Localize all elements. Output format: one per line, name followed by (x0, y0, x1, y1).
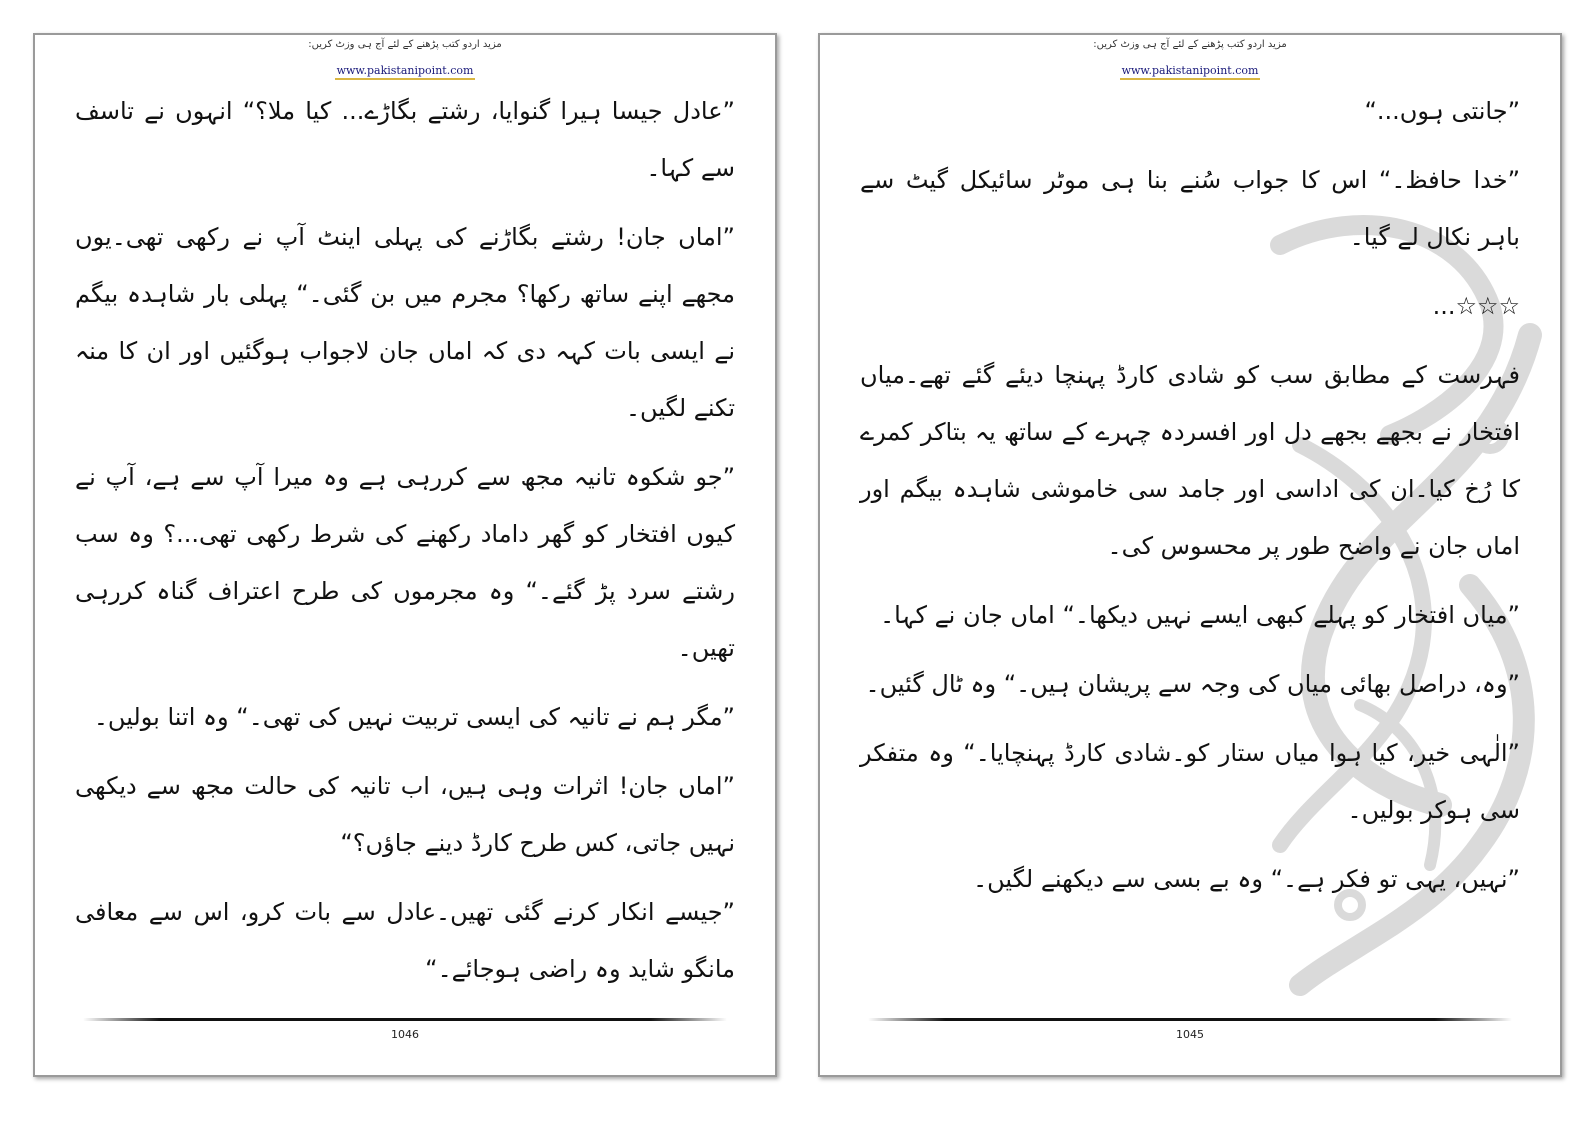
header-url-link[interactable]: www.pakistanipoint.com (335, 64, 476, 80)
footer-rule (868, 1018, 1512, 1021)
paragraph: ”جانتی ہوں...“ (1364, 97, 1520, 125)
page-left (33, 33, 777, 1077)
footer-rule (83, 1018, 727, 1021)
page-number: 1046 (391, 1028, 419, 1041)
paragraph: ”الٰہی خیر، کیا ہوا میاں ستار کو۔شادی کارڈ پہنچایا۔“ وہ متفکر سی ہوکر بولیں۔ (860, 739, 1520, 824)
paragraph: ”میاں افتخار کو پہلے کبھی ایسے نہیں دیکھا۔“ اماں جان نے کہا۔ (880, 601, 1520, 629)
header-url-link[interactable]: www.pakistanipoint.com (1120, 64, 1261, 80)
paragraph: ”وہ، دراصل بھائی میاں کی وجہ سے پریشان ہیں۔“ وہ ٹال گئیں۔ (865, 670, 1520, 698)
paragraph: ”جیسے انکار کرنے گئی تھیں۔عادل سے بات کرو، اس سے معافی مانگو شاید وہ راضی ہوجائے۔“ (75, 898, 735, 983)
page-right (818, 33, 1562, 1077)
section-break: ☆☆☆... (1432, 292, 1520, 320)
header-note: مزید اردو کتب پڑھنے کے لئے آج ہی وزٹ کریں: (1093, 39, 1287, 50)
paragraph: ”خدا حافظ۔“ اس کا جواب سُنے بنا ہی موٹر سائیکل گیٹ سے باہر نکال لے گیا۔ (860, 166, 1520, 251)
header-note: مزید اردو کتب پڑھنے کے لئے آج ہی وزٹ کریں: (308, 39, 502, 50)
page-body (860, 83, 1520, 920)
paragraph: ”جو شکوہ تانیہ مجھ سے کررہی ہے وہ میرا آپ سے ہے، آپ نے کیوں افتخار کو گھر داماد رکھنے کی شرط رکھی تھی...؟ وہ سب رشتے سرد پڑ گئے۔“ وہ مجرموں کی طرح اعتراف گناہ کررہی تھیں۔ (75, 463, 735, 662)
paragraph: ”نہیں، یہی تو فکر ہے۔“ وہ بے بسی سے دیکھنے لگیں۔ (973, 865, 1520, 893)
paragraph: ”اماں جان! رشتے بگاڑنے کی پہلی اینٹ آپ نے رکھی تھی۔یوں مجھے اپنے ساتھ رکھا؟ مجرم میں بن گئی۔“ پہلی بار شاہدہ بیگم نے ایسی بات کہہ دی کہ اماں جان لاجواب ہوگئیں اور ان کا منہ تکنے لگیں۔ (75, 223, 735, 422)
page-body (75, 83, 735, 1010)
paragraph: ”اماں جان! اثرات وہی ہیں، اب تانیہ کی حالت مجھ سے دیکھی نہیں جاتی، کس طرح کارڈ دینے جاؤں؟“ (75, 772, 735, 857)
page-number: 1045 (1176, 1028, 1204, 1041)
paragraph: ”مگر ہم نے تانیہ کی ایسی تربیت نہیں کی تھی۔“ وہ اتنا بولیں۔ (93, 703, 735, 731)
paragraph: فہرست کے مطابق سب کو شادی کارڈ پہنچا دیئے گئے تھے۔میاں افتخار نے بجھے بجھے دل اور افسردہ چہرے کے ساتھ یہ بتاکر کمرے کا رُخ کیا۔ان کی اداسی اور جامد سی خاموشی شاہدہ بیگم اور اماں جان نے واضح طور پر محسوس کی۔ (860, 361, 1520, 560)
paragraph: ”عادل جیسا ہیرا گنوایا، رشتے بگاڑے... کیا ملا؟“ انہوں نے تاسف سے کہا۔ (75, 97, 735, 182)
